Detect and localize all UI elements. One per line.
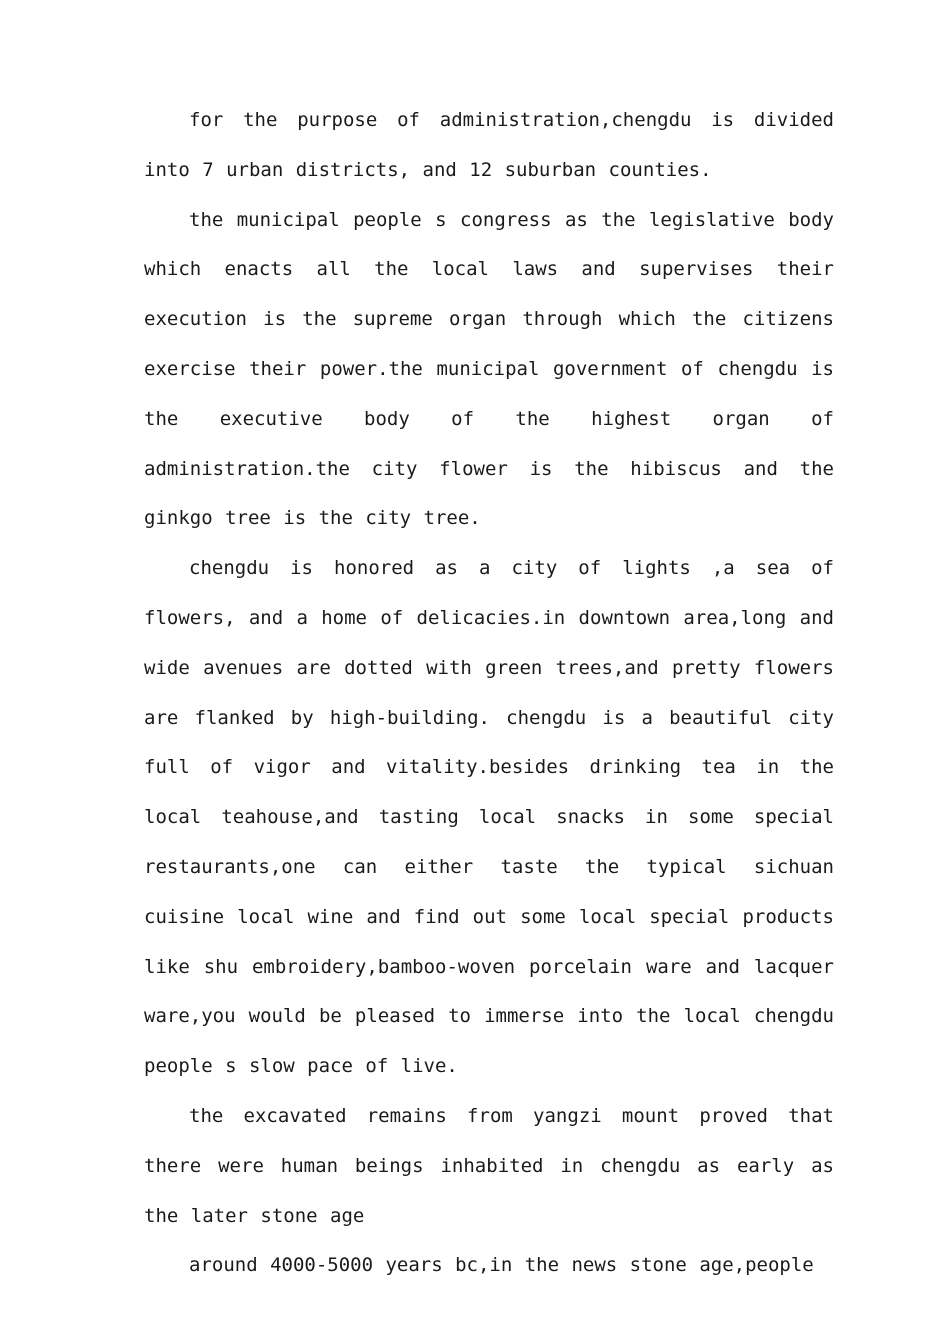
document-body [144,96,834,1291]
paragraph-city-of-lights: chengdu is honored as a city of lights ,a sea of flowers, and a home of delicacies.in downtown area,long and wide avenues are dotted with green trees,and pretty flowers are flanked by high-building. chengdu is a beautiful city full of vigor and vitality.besides drinking tea in the local teahouse,and tasting local snacks in some special restaurants,one can either taste the typical sichuan cuisine local wine and find out some local special products like shu embroidery,bamboo-woven porcelain ware and lacquer ware,you would be pleased to immerse into the local chengdu people s slow pace of live. [144,557,834,1078]
paragraph-excavated-remains: the excavated remains from yangzi mount proved that there were human beings inhabited in chengdu as early as the later stone age [144,1104,834,1227]
paragraph-stone-age: around 4000-5000 years bc,in the news stone age,people [189,1254,814,1277]
paragraph-municipal-congress: the municipal people s congress as the legislative body which enacts all the local laws and supervises their execution is the supreme organ through which the citizens exercise their power.the municipal government of chengdu is the executive body of the highest organ of administration.the city flower is the hibiscus and the ginkgo tree is the city tree. [144,208,834,530]
paragraph-administration: for the purpose of administration,chengdu is divided into 7 urban districts, and 12 suburban counties. [144,109,834,181]
